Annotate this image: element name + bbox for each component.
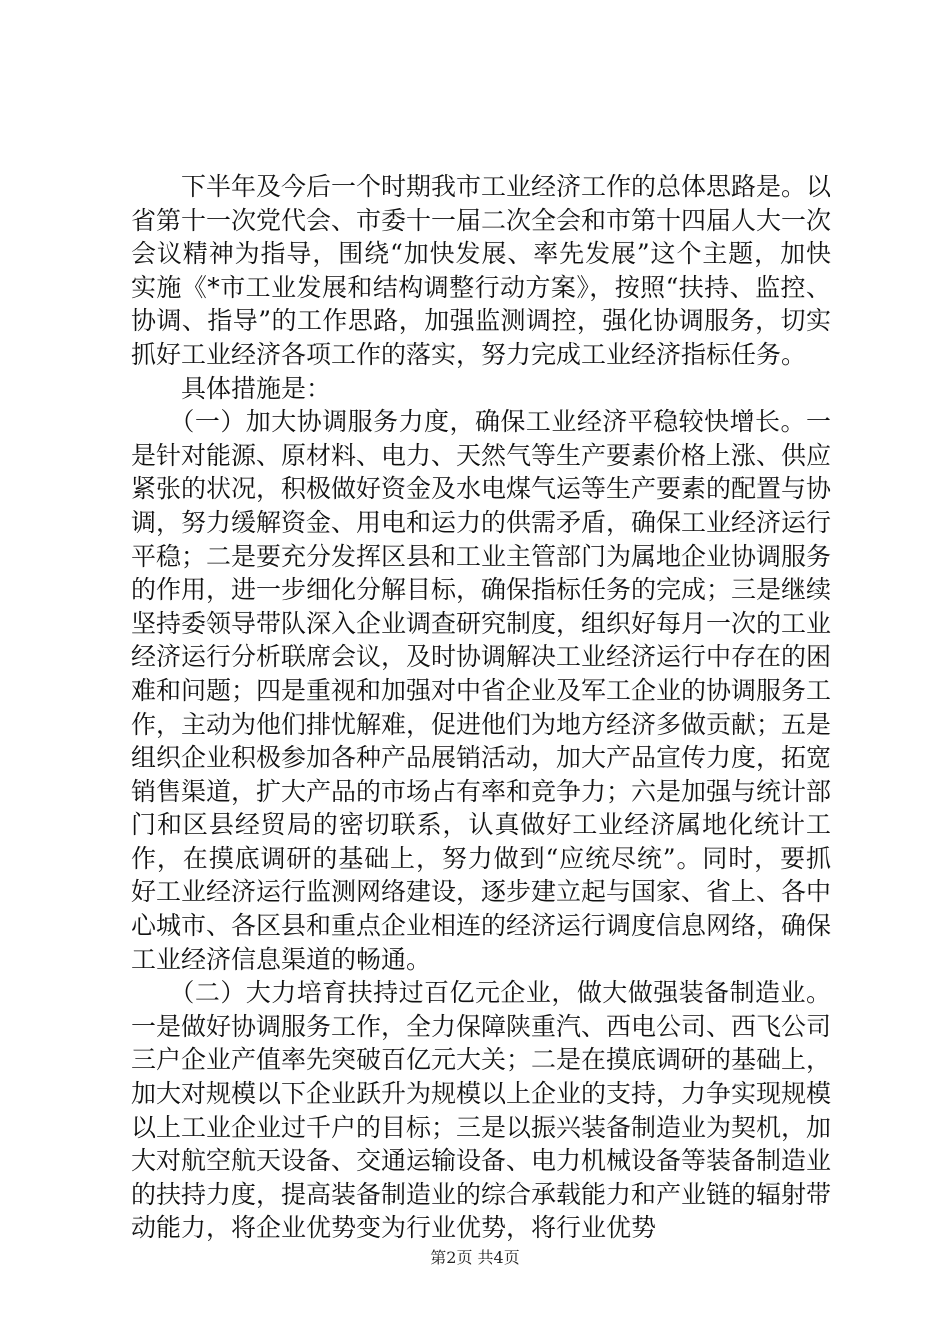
paragraph-measure-one: （一）加大协调服务力度，确保工业经济平稳较快增长。一是针对能源、原材料、电力、天然气等生产要素价格上涨、供应紧张的状况，积极做好资金及水电煤气运等生产要素的配置与协调，努力缓解资金、用电和运力的供需矛盾，确保工业经济运行平稳；二是要充分发挥区县和工业主管部门为属地企业协调服务的作用，进一步细化分解目标，确保指标任务的完成；三是继续坚持委领导带队深入企业调查研究制度，组织好每月一次的工业经济运行分析联席会议，及时协调解决工业经济运行中存在的困难和问题；四是重视和加强对中省企业及军工企业的协调服务工作，主动为他们排忧解难，促进他们为地方经济多做贡献；五是组织企业积极参加各种产品展销活动，加大产品宣传力度，拓宽销售渠道，扩大产品的市场占有率和竞争力；六是加强与统计部门和区县经贸局的密切联系，认真做好工业经济属地化统计工作，在摸底调研的基础上，努力做到“应统尽统”。同时，要抓好工业经济运行监测网络建设，逐步建立起与国家、省上、各中心城市、各区县和重点企业相连的经济运行调度信息网络，确保工业经济信息渠道的畅通。 — [131, 407, 832, 974]
paragraph-measures-heading: 具体措施是： — [131, 373, 332, 403]
paragraph-measure-two: （二）大力培育扶持过百亿元企业，做大做强装备制造业。一是做好协调服务工作，全力保障陕重汽、西电公司、西飞公司三户企业产值率先突破百亿元大关；二是在摸底调研的基础上，加大对规模以下企业跃升为规模以上企业的支持，力争实现规模以上工业企业过千户的目标；三是以振兴装备制造业为契机，加大对航空航天设备、交通运输设备、电力机械设备等装备制造业的扶持力度，提高装备制造业的综合承载能力和产业链的辐射带动能力，将企业优势变为行业优势，将行业优势 — [131, 978, 832, 1243]
page-footer: 第2页 共4页 — [430, 1248, 520, 1267]
paragraph-overall-approach: 下半年及今后一个时期我市工业经济工作的总体思路是。以省第十一次党代会、市委十一届二次全会和市第十四届人大一次会议精神为指导，围绕“加快发展、率先发展”这个主题，加快实施《*市工业发展和结构调整行动方案》，按照“扶持、监控、协调、指导”的工作思路，加强监测调控，强化协调服务，切实抓好工业经济各项工作的落实，努力完成工业经济指标任务。 — [131, 172, 832, 369]
document-body — [131, 170, 831, 1245]
